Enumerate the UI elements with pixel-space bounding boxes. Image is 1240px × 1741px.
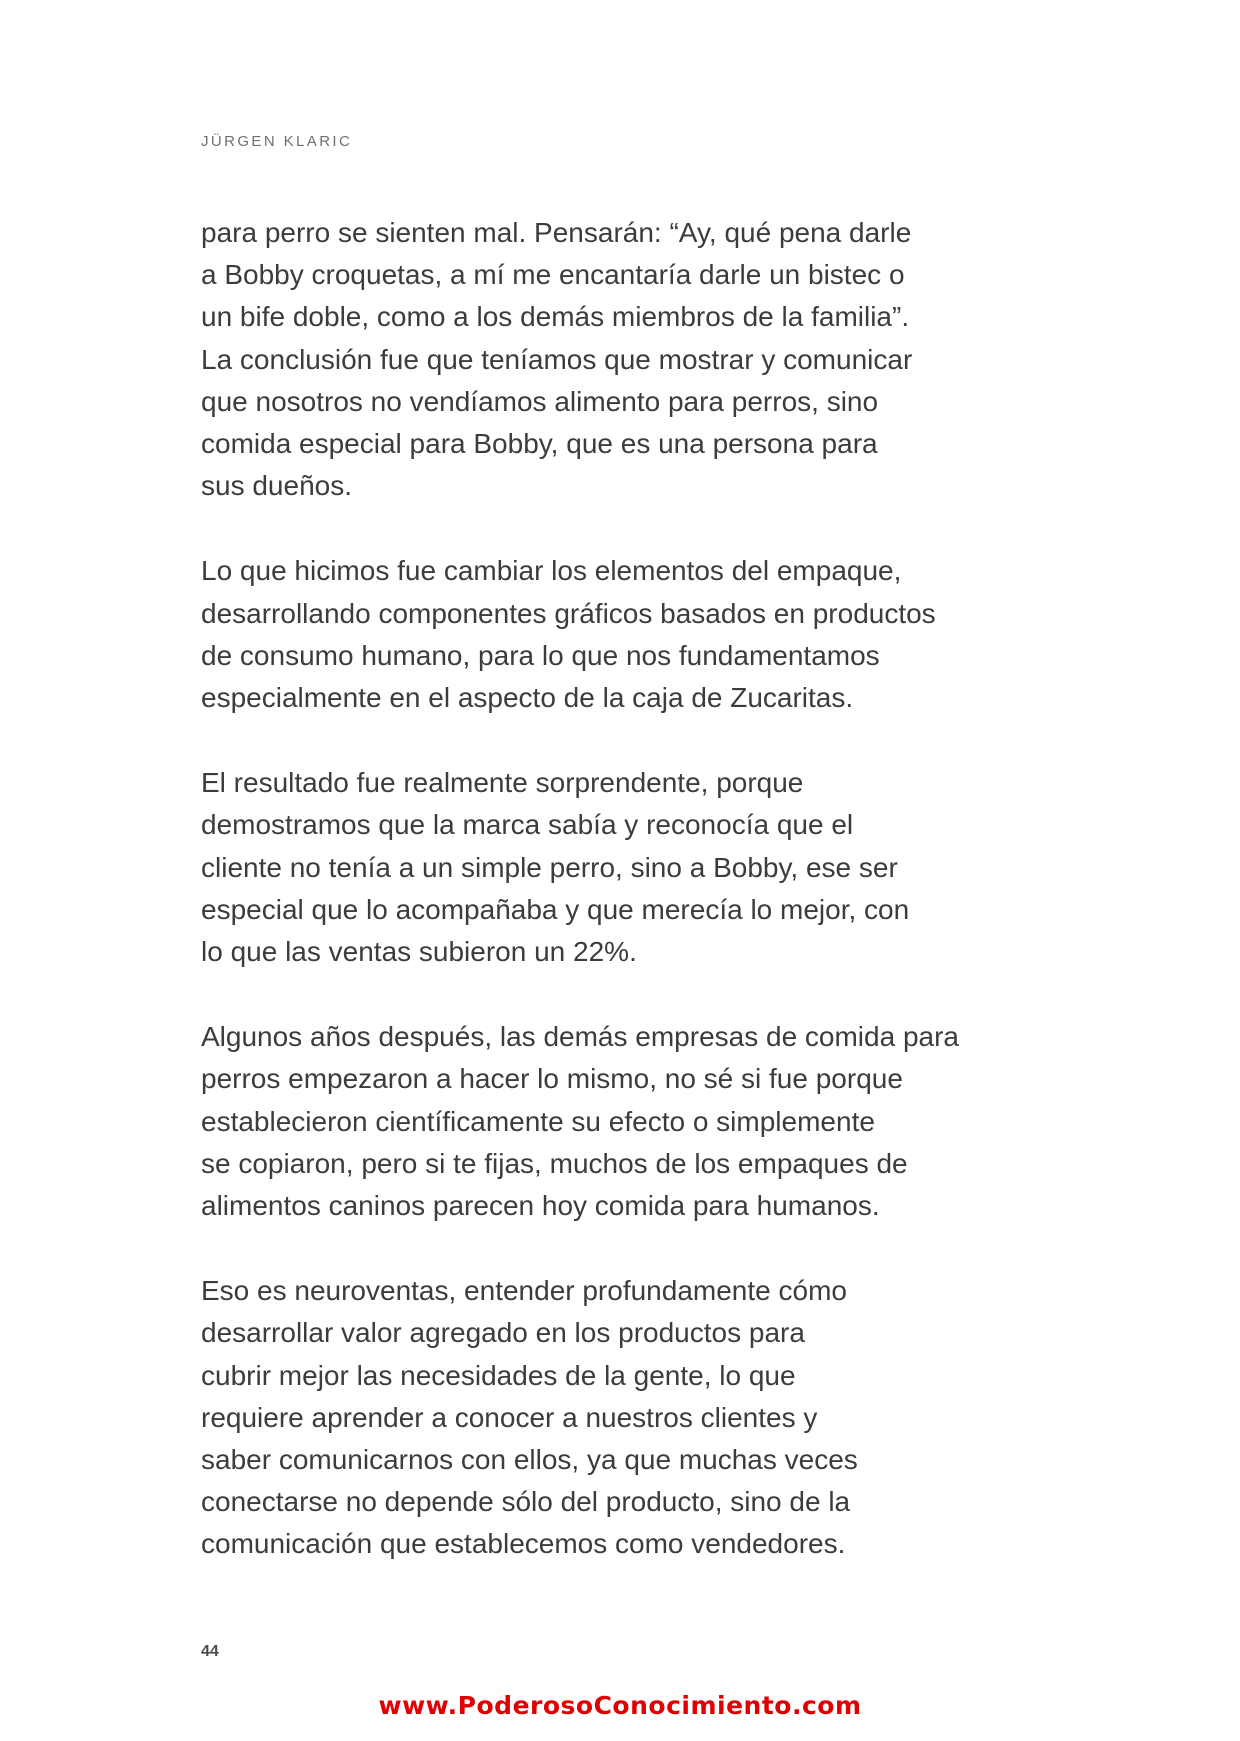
- text-line: requiere aprender a conocer a nuestros clientes y: [201, 1401, 818, 1433]
- text-line: desarrollando componentes gráficos basados en productos: [201, 597, 936, 629]
- text-line: se copiaron, pero si te fijas, muchos de los empaques de: [201, 1147, 908, 1179]
- text-line: especialmente en el aspecto de la caja de Zucaritas.: [201, 682, 854, 714]
- text-line: a Bobby croquetas, a mí me encantaría darle un bistec o: [201, 259, 905, 291]
- text-line: perros empezaron a hacer lo mismo, no sé si fue porque: [201, 1063, 903, 1095]
- text-line: conectarse no depende sólo del producto, sino de la: [201, 1486, 851, 1518]
- paragraph-3: [201, 762, 1031, 973]
- text-line: lo que las ventas subieron un 22%.: [201, 936, 637, 968]
- text-line: cliente no tenía a un simple perro, sino a Bobby, ese ser: [201, 851, 898, 883]
- running-head-author: JÜRGEN KLARIC: [201, 133, 353, 150]
- text-line: establecieron científicamente su efecto o simplemente: [201, 1105, 875, 1137]
- text-line: El resultado fue realmente sorprendente, porque: [201, 767, 804, 799]
- text-line: de consumo humano, para lo que nos fundamentamos: [201, 639, 880, 671]
- text-line: un bife doble, como a los demás miembros de la familia”.: [201, 301, 910, 333]
- website-footer-link[interactable]: www.PoderosoConocimiento.com: [378, 1691, 862, 1720]
- paragraph-2: [201, 550, 1031, 719]
- text-line: para perro se sienten mal. Pensarán: “Ay, qué pena darle: [201, 217, 912, 248]
- text-line: comida especial para Bobby, que es una persona para: [201, 428, 878, 460]
- text-line: que nosotros no vendíamos alimento para perros, sino: [201, 385, 879, 417]
- text-line: Eso es neuroventas, entender profundamente cómo: [201, 1275, 847, 1307]
- text-line: desarrollar valor agregado en los productos para: [201, 1317, 805, 1349]
- text-line: La conclusión fue que teníamos que mostrar y comunicar: [201, 343, 913, 375]
- text-line: demostramos que la marca sabía y reconocía que el: [201, 809, 854, 841]
- text-line: cubrir mejor las necesidades de la gente, lo que: [201, 1359, 796, 1391]
- text-line: comunicación que establecemos como vendedores.: [201, 1528, 846, 1560]
- text-line: alimentos caninos parecen hoy comida para humanos.: [201, 1190, 880, 1222]
- paragraph-4: [201, 1016, 1031, 1227]
- paragraph-1: [201, 212, 1031, 507]
- text-line: sus dueños.: [201, 470, 352, 502]
- text-line: Lo que hicimos fue cambiar los elementos del empaque,: [201, 555, 902, 587]
- body-text: [201, 212, 1031, 1609]
- text-line: Algunos años después, las demás empresas de comida para: [201, 1021, 959, 1053]
- text-line: saber comunicarnos con ellos, ya que muchas veces: [201, 1444, 858, 1476]
- paragraph-5: [201, 1270, 1031, 1565]
- page-number: 44: [201, 1643, 219, 1660]
- text-line: especial que lo acompañaba y que merecía lo mejor, con: [201, 893, 910, 925]
